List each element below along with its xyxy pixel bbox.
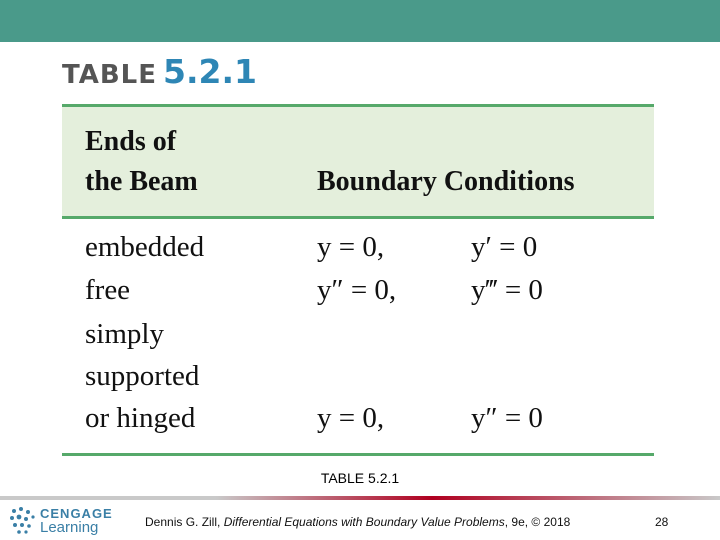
row-free-condition-1: y″ = 0, — [317, 274, 397, 306]
page-number: 28 — [655, 515, 669, 529]
footer-divider — [0, 496, 720, 500]
header-boundary-conditions: Boundary Conditions — [317, 166, 575, 197]
top-banner — [0, 0, 720, 42]
row-hinged-condition-2: y″ = 0 — [471, 402, 543, 434]
table-title-number: 5.2.1 — [162, 52, 257, 91]
citation-book-title: Differential Equations with Boundary Value Problems — [223, 515, 505, 529]
table-header-background — [62, 107, 654, 218]
table-caption: TABLE 5.2.1 — [320, 470, 400, 486]
table-bottom-rule — [62, 453, 654, 456]
row-free-end: free — [85, 274, 131, 306]
row-hinged-end-line1: simply — [85, 318, 164, 350]
table-title-word: TABLE — [62, 60, 157, 90]
table-header-rule — [62, 216, 654, 219]
row-hinged-end-line3: or hinged — [85, 402, 196, 434]
citation-author: Dennis G. Zill, — [145, 515, 224, 529]
header-ends-line1: Ends of — [85, 126, 177, 157]
row-embedded-condition-2: y′ = 0 — [471, 231, 538, 263]
row-embedded-condition-1: y = 0, — [317, 231, 385, 263]
citation-edition: , 9e, © 2018 — [504, 515, 571, 529]
row-hinged-condition-1: y = 0, — [317, 402, 385, 434]
row-embedded-end: embedded — [85, 231, 205, 263]
table-title — [62, 52, 257, 91]
header-ends-line2: the Beam — [85, 166, 198, 197]
logo-wordmark-cengage: CENGAGE — [40, 506, 113, 521]
logo-wordmark-learning: Learning — [40, 519, 99, 536]
row-hinged-end-line2: supported — [85, 360, 200, 392]
row-free-condition-2: y‴ = 0 — [471, 274, 543, 306]
footer-citation — [145, 515, 570, 529]
boundary-conditions-table — [62, 104, 654, 456]
